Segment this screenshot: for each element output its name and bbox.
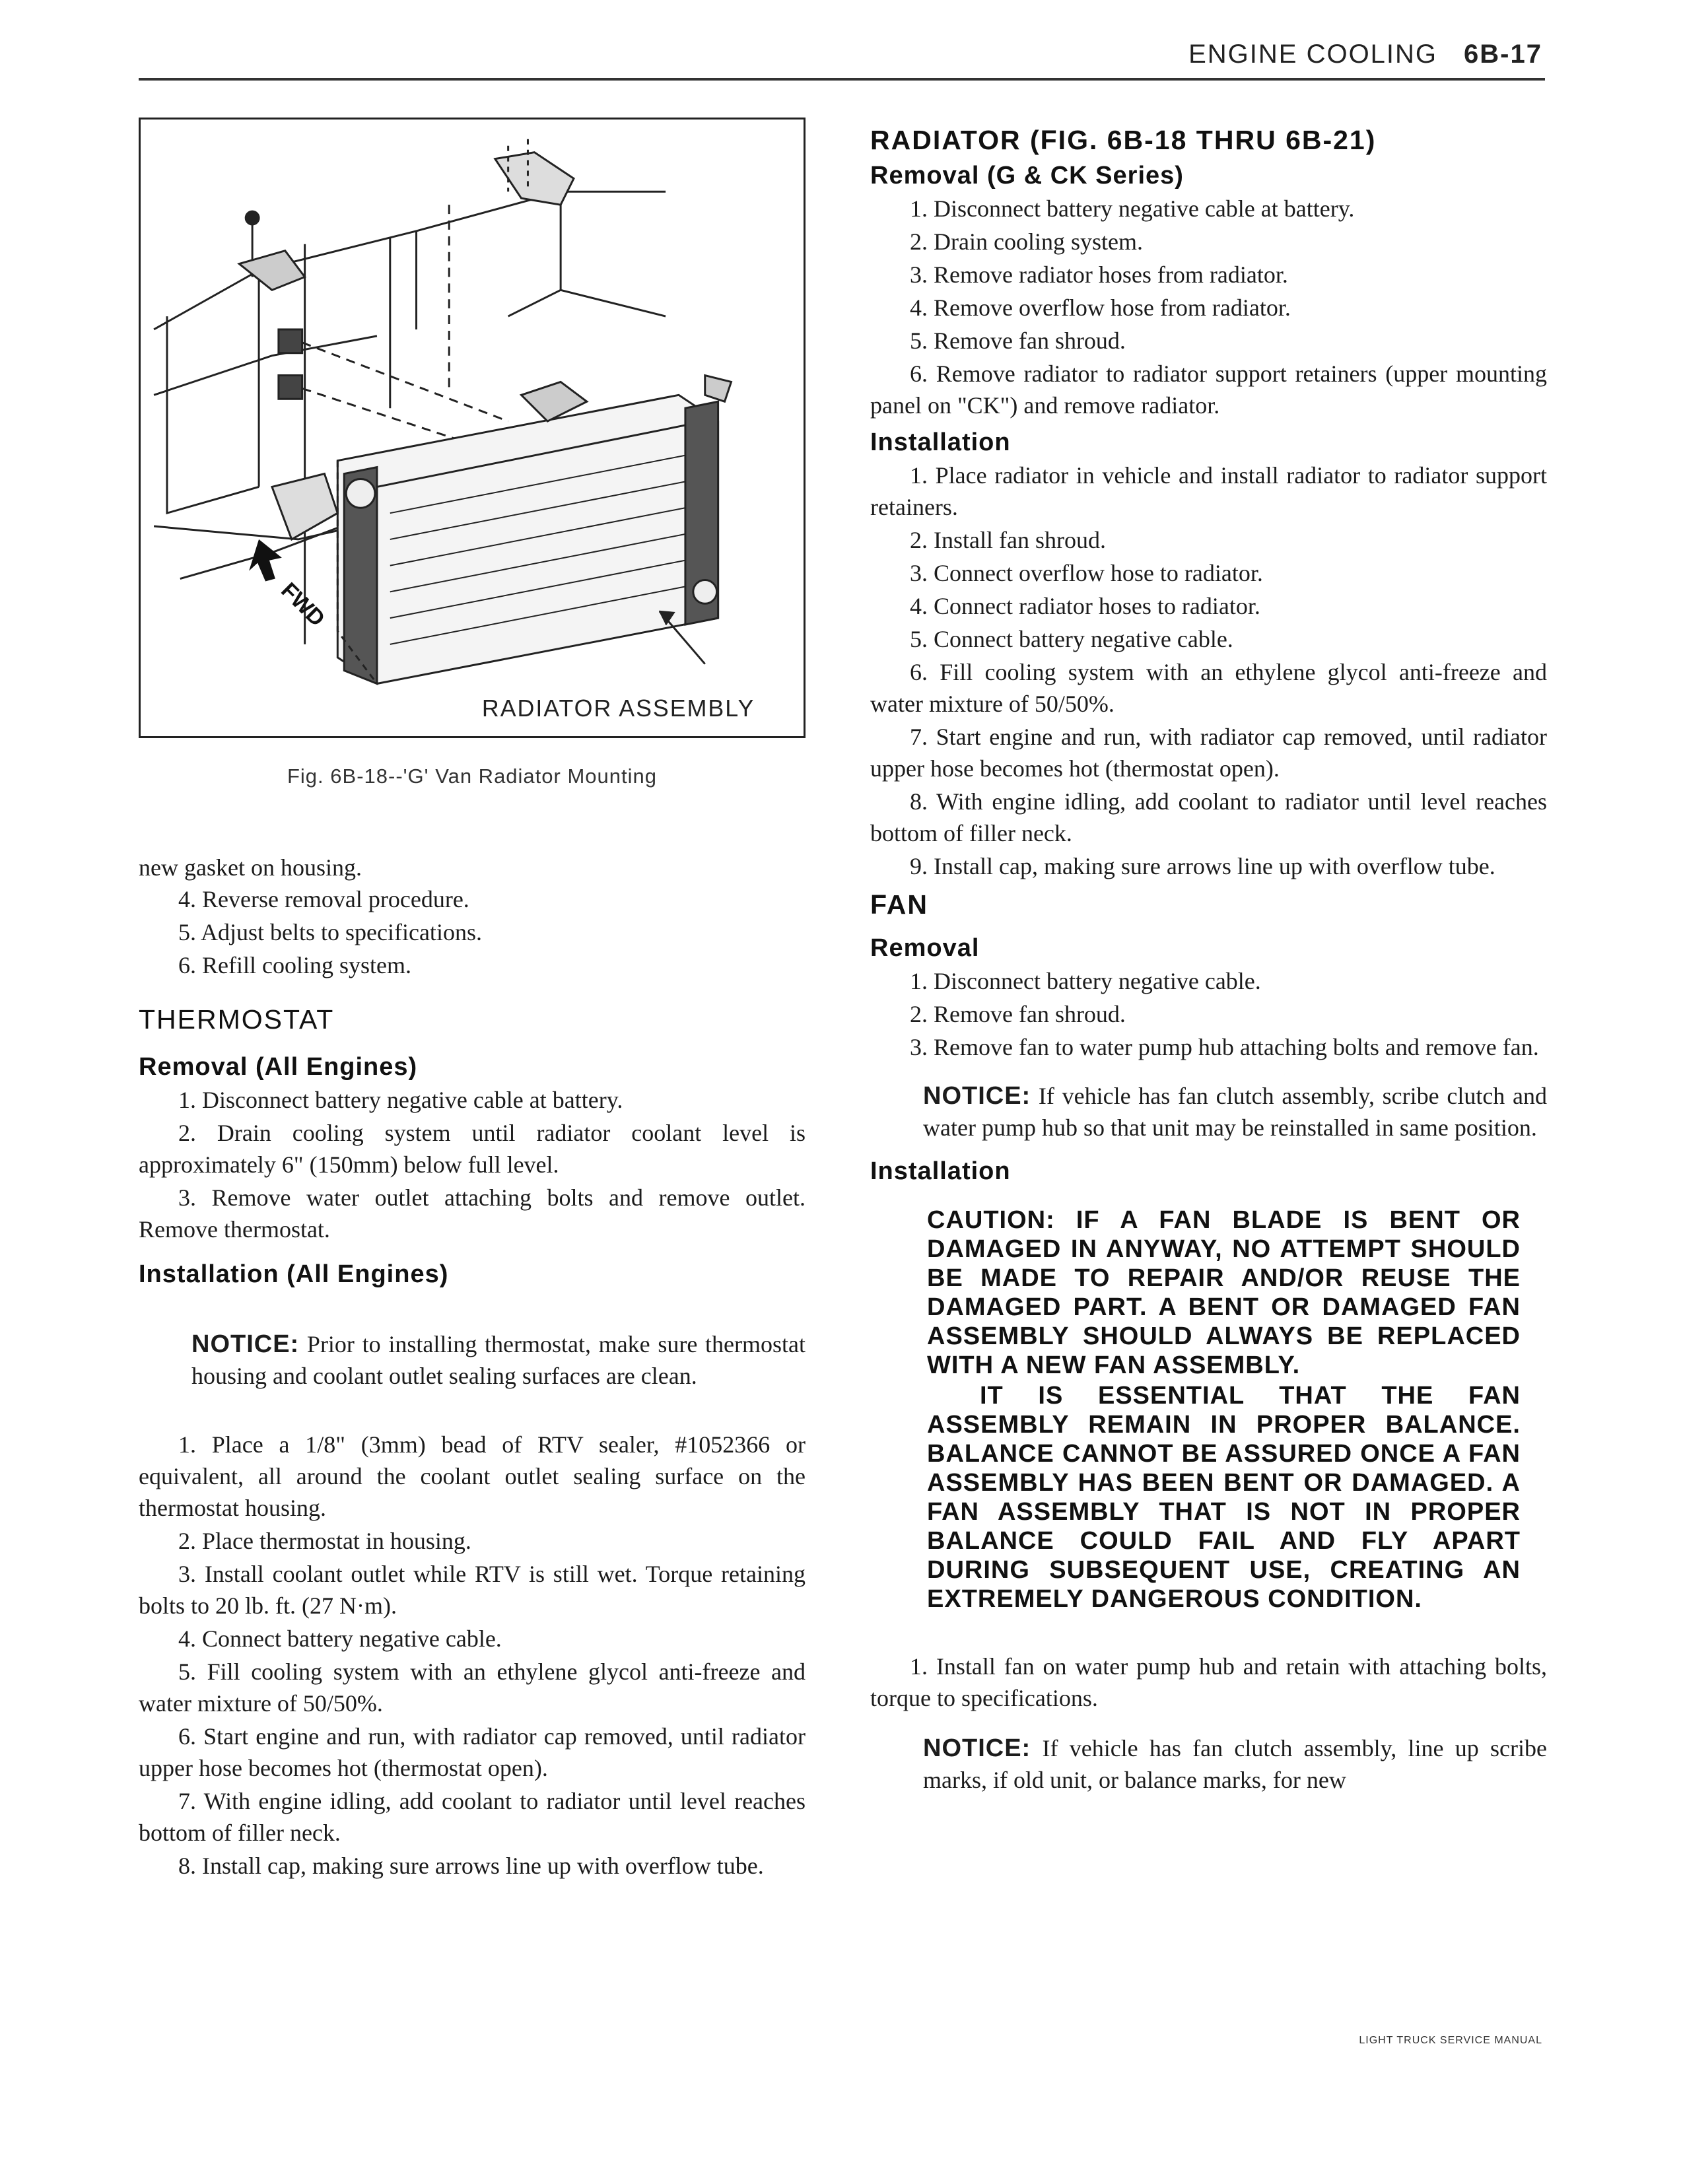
caution-paragraph: IT IS ESSENTIAL THAT THE FAN ASSEMBLY REMAIN IN PROPER BALANCE. BALANCE CANNOT BE ASSURED ONCE A FAN ASSEMBLY HAS BEEN BENT OR DAMAGED. A FAN ASSEMBLY THAT IS NOT IN PROPER BALANCE COULD FAIL AND FLY APART DURING SUBSEQUENT USE, CREATING AN EXTREMELY DANGEROUS CONDITION. [927,1382,1521,1613]
left-column [139,852,806,1883]
list-item: 1. Disconnect battery negative cable. [910,968,1261,994]
footer-manual-name: LIGHT TRUCK SERVICE MANUAL [1359,2035,1542,2046]
list-item: 5. Remove fan shroud. [910,327,1126,354]
list-item: 1. Disconnect battery negative cable at battery. [910,195,1355,222]
section-number: 6B-17 [1464,40,1542,69]
fan-install-notice [870,1732,1547,1796]
header-title: ENGINE COOLING [1188,40,1438,69]
list-item: 2. Drain cooling system until radiator coolant level is approximately 6" (150mm) below full level. [139,1120,806,1178]
list-item: 1. Install fan on water pump hub and retain with attaching bolts, torque to specifications. [870,1653,1547,1711]
list-item: 2. Install fan shroud. [910,527,1106,553]
thermostat-installation-heading: Installation (All Engines) [139,1260,449,1288]
list-item: 3. Remove radiator hoses from radiator. [910,261,1288,288]
list-item: 1. Place a 1/8" (3mm) bead of RTV sealer, #1052366 or equivalent, all around the coolant outlet sealing surface on the thermostat housing. [139,1431,806,1521]
fan-installation-heading: Installation [870,1157,1011,1185]
radiator-assembly-label: RADIATOR ASSEMBLY [481,695,755,722]
radiator-removal-heading: Removal (G & CK Series) [870,162,1184,189]
page-header [1188,40,1542,69]
fwd-label: FWD [276,578,330,632]
list-item: 5. Connect battery negative cable. [910,626,1233,652]
fan-removal-heading: Removal [870,934,980,962]
thermostat-heading: THERMOSTAT [139,1004,335,1035]
notice-label: NOTICE: [923,1734,1031,1762]
list-item: 2. Place thermostat in housing. [178,1528,471,1554]
radiator-mounting-illustration [141,119,804,736]
notice-text: Prior to installing thermostat, make sure thermostat housing and coolant outlet sealing surfaces are clean. [191,1331,806,1389]
list-item: 4. Remove overflow hose from radiator. [910,294,1291,321]
list-item: 2. Remove fan shroud. [910,1001,1126,1027]
continued-text: new gasket on housing. [139,854,362,881]
notice-label: NOTICE: [923,1082,1031,1110]
list-item: 6. Start engine and run, with radiator cap removed, until radiator upper hose becomes hot (thermostat open). [139,1723,806,1781]
list-item: 3. Remove water outlet attaching bolts and remove outlet. Remove thermostat. [139,1184,806,1243]
list-item: 9. Install cap, making sure arrows line up with overflow tube. [910,853,1495,879]
list-item: 3. Remove fan to water pump hub attaching bolts and remove fan. [910,1034,1539,1060]
list-item: 1. Disconnect battery negative cable at battery. [178,1087,623,1113]
list-item: 4. Reverse removal procedure. [178,886,469,912]
list-item: 8. With engine idling, add coolant to radiator until level reaches bottom of filler neck. [870,788,1547,846]
list-item: 6. Remove radiator to radiator support retainers (upper mounting panel on "CK") and remove radiator. [870,360,1547,419]
list-item: 7. Start engine and run, with radiator cap removed, until radiator upper hose becomes hot (thermostat open). [870,724,1547,782]
list-item: 2. Drain cooling system. [910,228,1143,255]
list-item: 3. Install coolant outlet while RTV is still wet. Torque retaining bolts to 20 lb. ft. (27 N·m). [139,1561,806,1619]
caution-paragraph: CAUTION: IF A FAN BLADE IS BENT OR DAMAGED IN ANYWAY, NO ATTEMPT SHOULD BE MADE TO REPAIR AND/OR REUSE THE DAMAGED PART. A BENT OR DAMAGED FAN ASSEMBLY SHOULD ALWAYS BE REPLACED WITH A NEW FAN ASSEMBLY. [927,1206,1521,1379]
radiator-heading: RADIATOR (FIG. 6B-18 THRU 6B-21) [870,125,1377,155]
list-item: 8. Install cap, making sure arrows line up with overflow tube. [178,1853,764,1879]
right-column [870,121,1547,1796]
list-item: 6. Fill cooling system with an ethylene glycol anti-freeze and water mixture of 50/50%. [870,659,1547,717]
radiator-installation-heading: Installation [870,428,1011,456]
figure-caption: Fig. 6B-18--'G' Van Radiator Mounting [287,765,657,788]
thermostat-removal-heading: Removal (All Engines) [139,1053,418,1081]
list-item: 1. Place radiator in vehicle and install radiator to radiator support retainers. [870,462,1547,520]
header-rule [139,78,1545,81]
notice-label: NOTICE: [191,1330,300,1358]
list-item: 5. Fill cooling system with an ethylene glycol anti-freeze and water mixture of 50/50%. [139,1658,806,1717]
list-item: 6. Refill cooling system. [178,952,411,978]
fan-heading: FAN [870,889,928,920]
list-item: 4. Connect battery negative cable. [178,1625,502,1652]
radiator-figure [139,118,806,738]
list-item: 4. Connect radiator hoses to radiator. [910,593,1260,619]
fwd-arrow-icon [249,539,282,582]
list-item: 5. Adjust belts to specifications. [178,919,482,945]
thermostat-notice [139,1328,806,1392]
notice-text: If vehicle has fan clutch assembly, line up scribe marks, if old unit, or balance marks, for new [923,1735,1547,1793]
list-item: 7. With engine idling, add coolant to radiator until level reaches bottom of filler neck. [139,1788,806,1846]
list-item: 3. Connect overflow hose to radiator. [910,560,1263,586]
fan-clutch-notice [870,1080,1547,1143]
notice-text: If vehicle has fan clutch assembly, scribe clutch and water pump hub so that unit may be reinstalled in same position. [923,1083,1547,1141]
caution-block [870,1206,1547,1614]
